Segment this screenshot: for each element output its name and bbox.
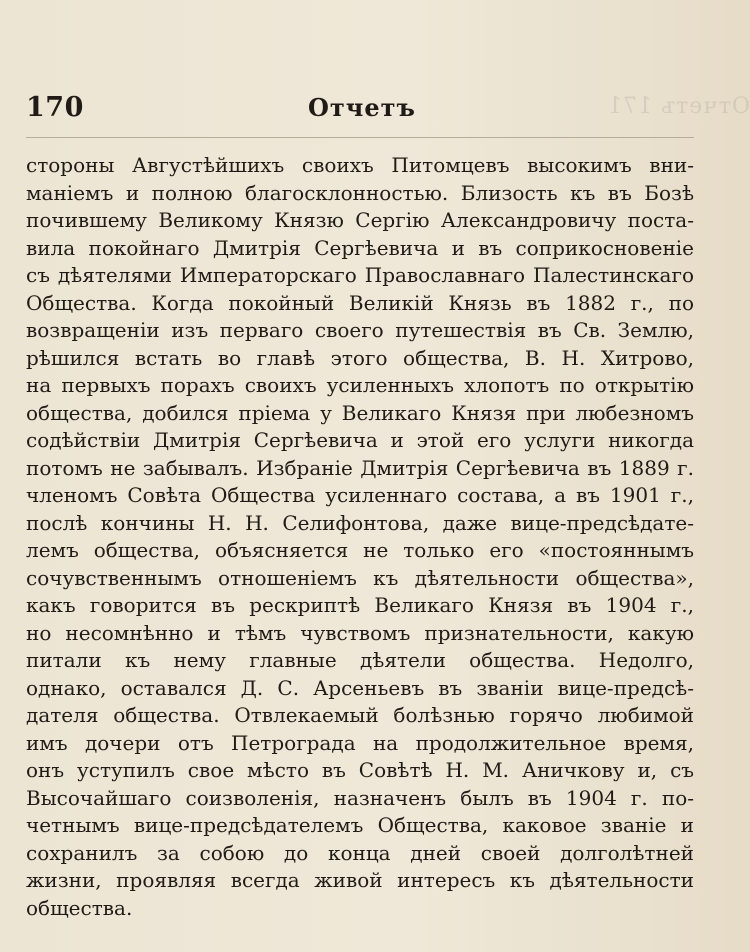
text-line: послѣ кончины Н. Н. Селифонтова, даже вице-предсѣдате- xyxy=(26,510,694,535)
text-line: однако, оставался Д. С. Арсеньевъ въ званіи вице-предсѣ- xyxy=(26,675,694,700)
text-line: почившему Великому Князю Сергію Александровичу поста- xyxy=(26,208,694,232)
text-line: какъ говорится въ рескриптѣ Великаго Князя въ 1904 г., xyxy=(26,593,694,617)
text-line: питали къ нему главные дѣятели общества. Недолго, xyxy=(26,648,694,672)
text-line: маніемъ и полною благосклонностью. Близость къ въ Бозѣ xyxy=(26,180,694,205)
text-line: сочувственнымъ отношеніемъ къ дѣятельности общества», xyxy=(26,565,694,590)
text-line: онъ уступилъ свое мѣсто въ Совѣтѣ Н. М. Аничкову и, съ xyxy=(26,758,694,782)
text-line: на первыхъ порахъ своихъ усиленныхъ хлопотъ по открытію xyxy=(26,373,694,397)
text-line: рѣшился встать во главѣ этого общества, В. Н. Хитрово, xyxy=(26,345,694,370)
text-line: членомъ Совѣта Общества усиленнаго состава, а въ 1901 г., xyxy=(26,483,694,507)
running-title: Отчетъ xyxy=(308,93,416,122)
text-line: возвращеніи изъ перваго своего путешествія въ Св. Землю, xyxy=(26,318,694,342)
text-line: стороны Августѣйшихъ своихъ Питомцевъ высокимъ вни- xyxy=(26,153,694,177)
page-number: 170 xyxy=(26,92,84,123)
text-line: четнымъ вице-предсѣдателемъ Общества, каковое званіе и xyxy=(26,813,694,837)
text-line: дателя общества. Отвлекаемый болѣзнью горячо любимой xyxy=(26,703,694,727)
page-header xyxy=(26,92,696,134)
text-line: жизни, проявляя всегда живой интересъ къ дѣятельности xyxy=(26,868,694,892)
header-rule xyxy=(26,137,694,138)
text-line: содѣйствіи Дмитрія Сергѣевича и этой его услуги никогда xyxy=(26,428,694,452)
text-line: общества, добился пріема у Великаго Князя при любезномъ xyxy=(26,400,694,425)
text-line: общества. xyxy=(26,895,133,920)
text-line: вила покойнаго Дмитрія Сергѣевича и въ соприкосновеніе xyxy=(26,235,694,260)
text-line: потомъ не забывалъ. Избраніе Дмитрія Сергѣевича въ 1889 г. xyxy=(26,455,694,480)
text-line: Высочайшаго соизволенія, назначенъ былъ въ 1904 г. по- xyxy=(26,785,694,810)
text-line: съ дѣятелями Императорскаго Православнаго Палестинскаго xyxy=(26,263,694,287)
text-line: сохранилъ за собою до конца дней своей долголѣтней xyxy=(26,840,694,865)
text-line: имъ дочери отъ Петрограда на продолжительное время, xyxy=(26,730,694,755)
text-line: но несомнѣнно и тѣмъ чувствомъ признательности, какую xyxy=(26,620,694,645)
bleed-through-text: Отчетъ 171 xyxy=(607,94,750,119)
text-line: лемъ общества, объясняется не только его «постояннымъ xyxy=(26,538,694,562)
text-line: Общества. Когда покойный Великій Князь въ 1882 г., по xyxy=(26,290,694,315)
body-text xyxy=(26,152,694,922)
